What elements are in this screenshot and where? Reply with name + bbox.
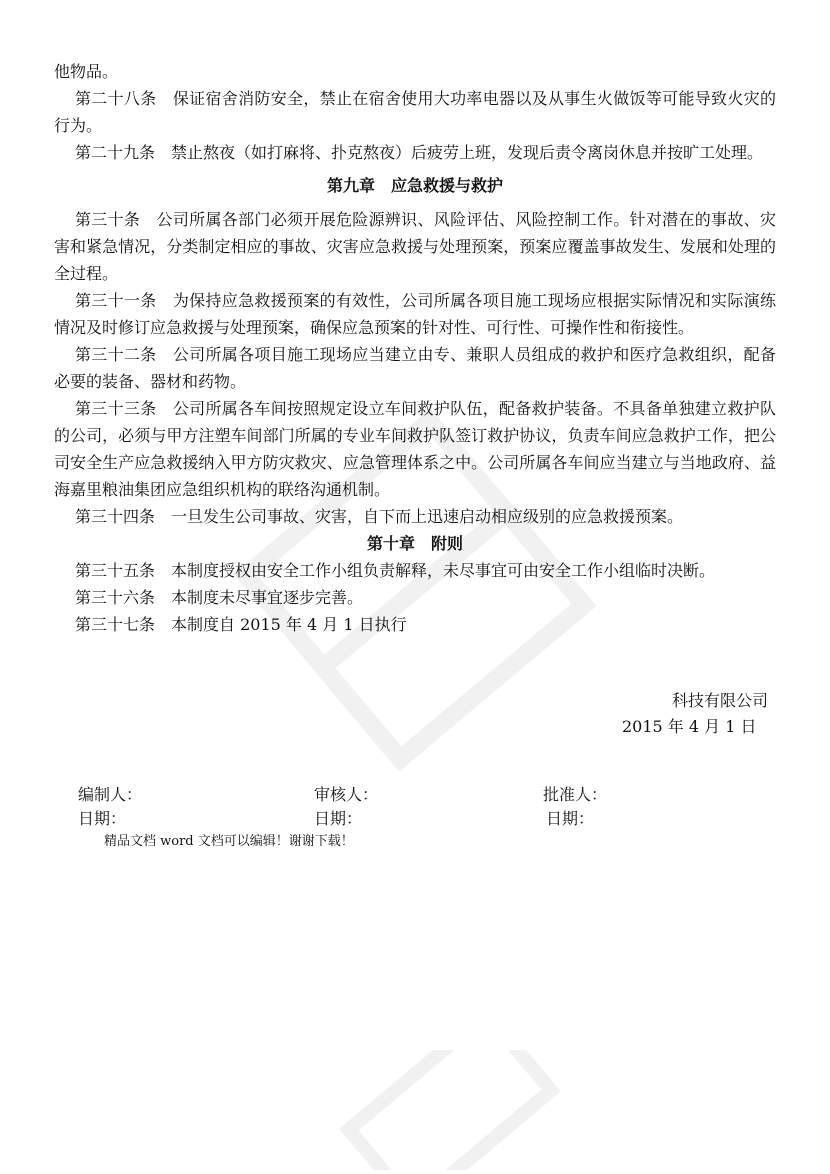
article-35: 第三十五条 本制度授权由安全工作小组负责解释，未尽事宜可由安全工作小组临时决断。 xyxy=(75,561,716,580)
compiler-label: 编制人： xyxy=(78,785,143,804)
article-36: 第三十六条 本制度未尽事宜逐步完善。 xyxy=(75,588,364,607)
company-name: 科技有限公司 xyxy=(671,691,768,710)
article-33: 第三十三条 公司所属各车间按照规定设立车间救护队伍，配备救护装备。不具备单独建立救护队的公司，必须与甲方注塑车间部门所属的专业车间救护队签订救护协议，负责车间应急救护工作，把公司安全生产应急救援纳入甲方防灾救灾、应急管理体系之中。公司所属各车间应当建立与当地政府、益海嘉里粮油集团应急组织机构的联络沟通机制。 xyxy=(54,399,776,499)
approver-label: 批准人： xyxy=(543,785,608,804)
article-31: 第三十一条 为保持应急救援预案的有效性，公司所属各项目施工现场应根据实际情况和实际演练情况及时修订应急救援与处理预案，确保应急预案的针对性、可行性、可操作性和衔接性。 xyxy=(54,291,776,337)
article-34: 第三十四条 一旦发生公司事故、灾害，自下而上迅速启动相应级别的应急救援预案。 xyxy=(75,507,684,526)
article-32: 第三十二条 公司所属各项目施工现场应当建立由专、兼职人员组成的救护和医疗急救组织，配备必要的装备、器材和药物。 xyxy=(54,345,776,391)
article-29: 第二十九条 禁止熬夜（如打麻将、扑克熬夜）后疲劳上班，发现后责令离岗休息并按旷工处理。 xyxy=(75,143,764,162)
chapter-9-heading: 第九章 应急救援与救护 xyxy=(326,176,503,195)
reviewer-date-label: 日期： xyxy=(314,809,363,828)
paragraph-continuation: 他物品。 xyxy=(54,62,119,81)
approver-date-label: 日期： xyxy=(546,809,595,828)
footer-note: 精品文档 word 文档可以编辑！谢谢下载！ xyxy=(104,834,354,849)
reviewer-label: 审核人： xyxy=(314,785,379,804)
compiler-date-label: 日期： xyxy=(78,809,127,828)
article-28: 第二十八条 保证宿舍消防安全，禁止在宿舍使用大功率电器以及从事生火做饭等可能导致火灾的行为。 xyxy=(54,89,776,135)
chapter-10-heading: 第十章 附则 xyxy=(366,534,463,553)
signature-date: 2015 年 4 月 1 日 xyxy=(622,717,757,736)
watermark-logo xyxy=(300,1050,600,1170)
article-30: 第三十条 公司所属各部门必须开展危险源辨识、风险评估、风险控制工作。针对潜在的事故、灾害和紧急情况，分类制定相应的事故、灾害应急救援与处理预案，预案应覆盖事故发生、发展和处理的全过程。 xyxy=(54,210,776,283)
document-body xyxy=(54,58,776,638)
article-37: 第三十七条 本制度自 2015 年 4 月 1 日执行 xyxy=(75,615,407,634)
